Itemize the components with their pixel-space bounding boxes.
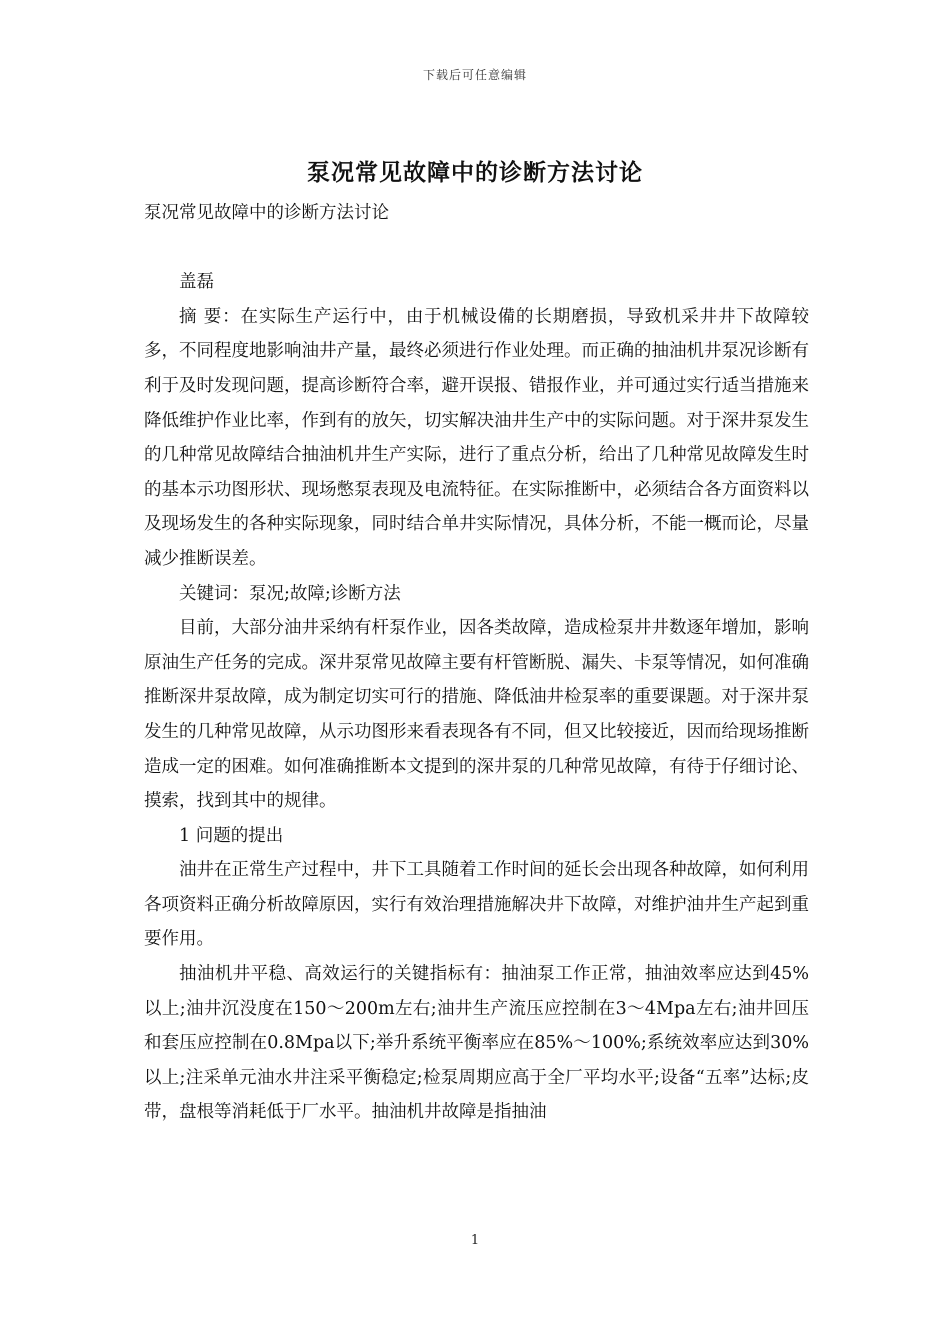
abstract-paragraph: 摘 要：在实际生产运行中，由于机械设備的长期磨损，导致机采井井下故障较多，不同程度地影响油井产量，最终必须进行作业处理。而正确的抽油机井泵况诊断有利于及时发现问题，提高诊断符合率，避开误报、错报作业，并可通过实行适当措施来降低维护作业比率，作到有的放矢，切实解决油井生产中的实际问题。对于深井泵发生的几种常见故障结合抽油机井生产实际，进行了重点分析，给出了几种常见故障发生时的基本示功图形状、现场憋泵表现及电流特征。在实际推断中，必须结合各方面资料以及现场发生的各种实际现象，同时结合单井实际情况，具体分析，不能一概而论，尽量减少推断误差。 bbox=[144, 306, 809, 569]
section-heading: 1 问题的提出 bbox=[179, 825, 284, 846]
blank-line bbox=[144, 231, 809, 266]
page-number: 1 bbox=[470, 1233, 480, 1248]
intro-paragraph: 目前，大部分油井采纳有杆泵作业，因各类故障，造成检泵井井数逐年增加，影响原油生产任务的完成。深井泵常见故障主要有杆管断脱、漏失、卡泵等情况，如何准确推断深井泵故障，成为制定切实可行的措施、降低油井检泵率的重要课题。对于深井泵发生的几种常见故障，从示功图形来看表现各有不同，但又比较接近，因而给现场推断造成一定的困难。如何准确推断本文提到的深井泵的几种常见故障，有待于仔细讨论、摸索，找到其中的规律。 bbox=[144, 618, 809, 812]
header-note: 下载后可任意编辑 bbox=[422, 68, 527, 82]
body-paragraph: 油井在正常生产过程中，井下工具随着工作时间的延长会出现各种故障，如何利用各项资料正确分析故障原因，实行有效治理措施解决井下故障，对维护油井生产起到重要作用。 bbox=[144, 860, 809, 950]
document-body bbox=[144, 196, 809, 1130]
author-name: 盖磊 bbox=[179, 272, 214, 293]
keywords-line: 关键词：泵况;故障;诊断方法 bbox=[179, 583, 401, 604]
document-title: 泵况常见故障中的诊断方法讨论 bbox=[307, 159, 643, 186]
body-paragraph: 抽油机井平稳、高效运行的关键指标有：抽油泵工作正常，抽油效率应达到45%以上;油井沉没度在150～200m左右;油井生产流压应控制在3～4Mpa左右;油井回压和套压应控制在0.8Mpa以下;举升系统平衡率应在85%～100%;系统效率应达到30%以上;注采单元油水井注采平衡稳定;检泵周期应高于全厂平均水平;设备“五率”达标;皮带，盘根等消耗低于厂水平。抽油机井故障是指抽油 bbox=[144, 964, 809, 1123]
document-subtitle: 泵况常见故障中的诊断方法讨论 bbox=[144, 203, 389, 223]
